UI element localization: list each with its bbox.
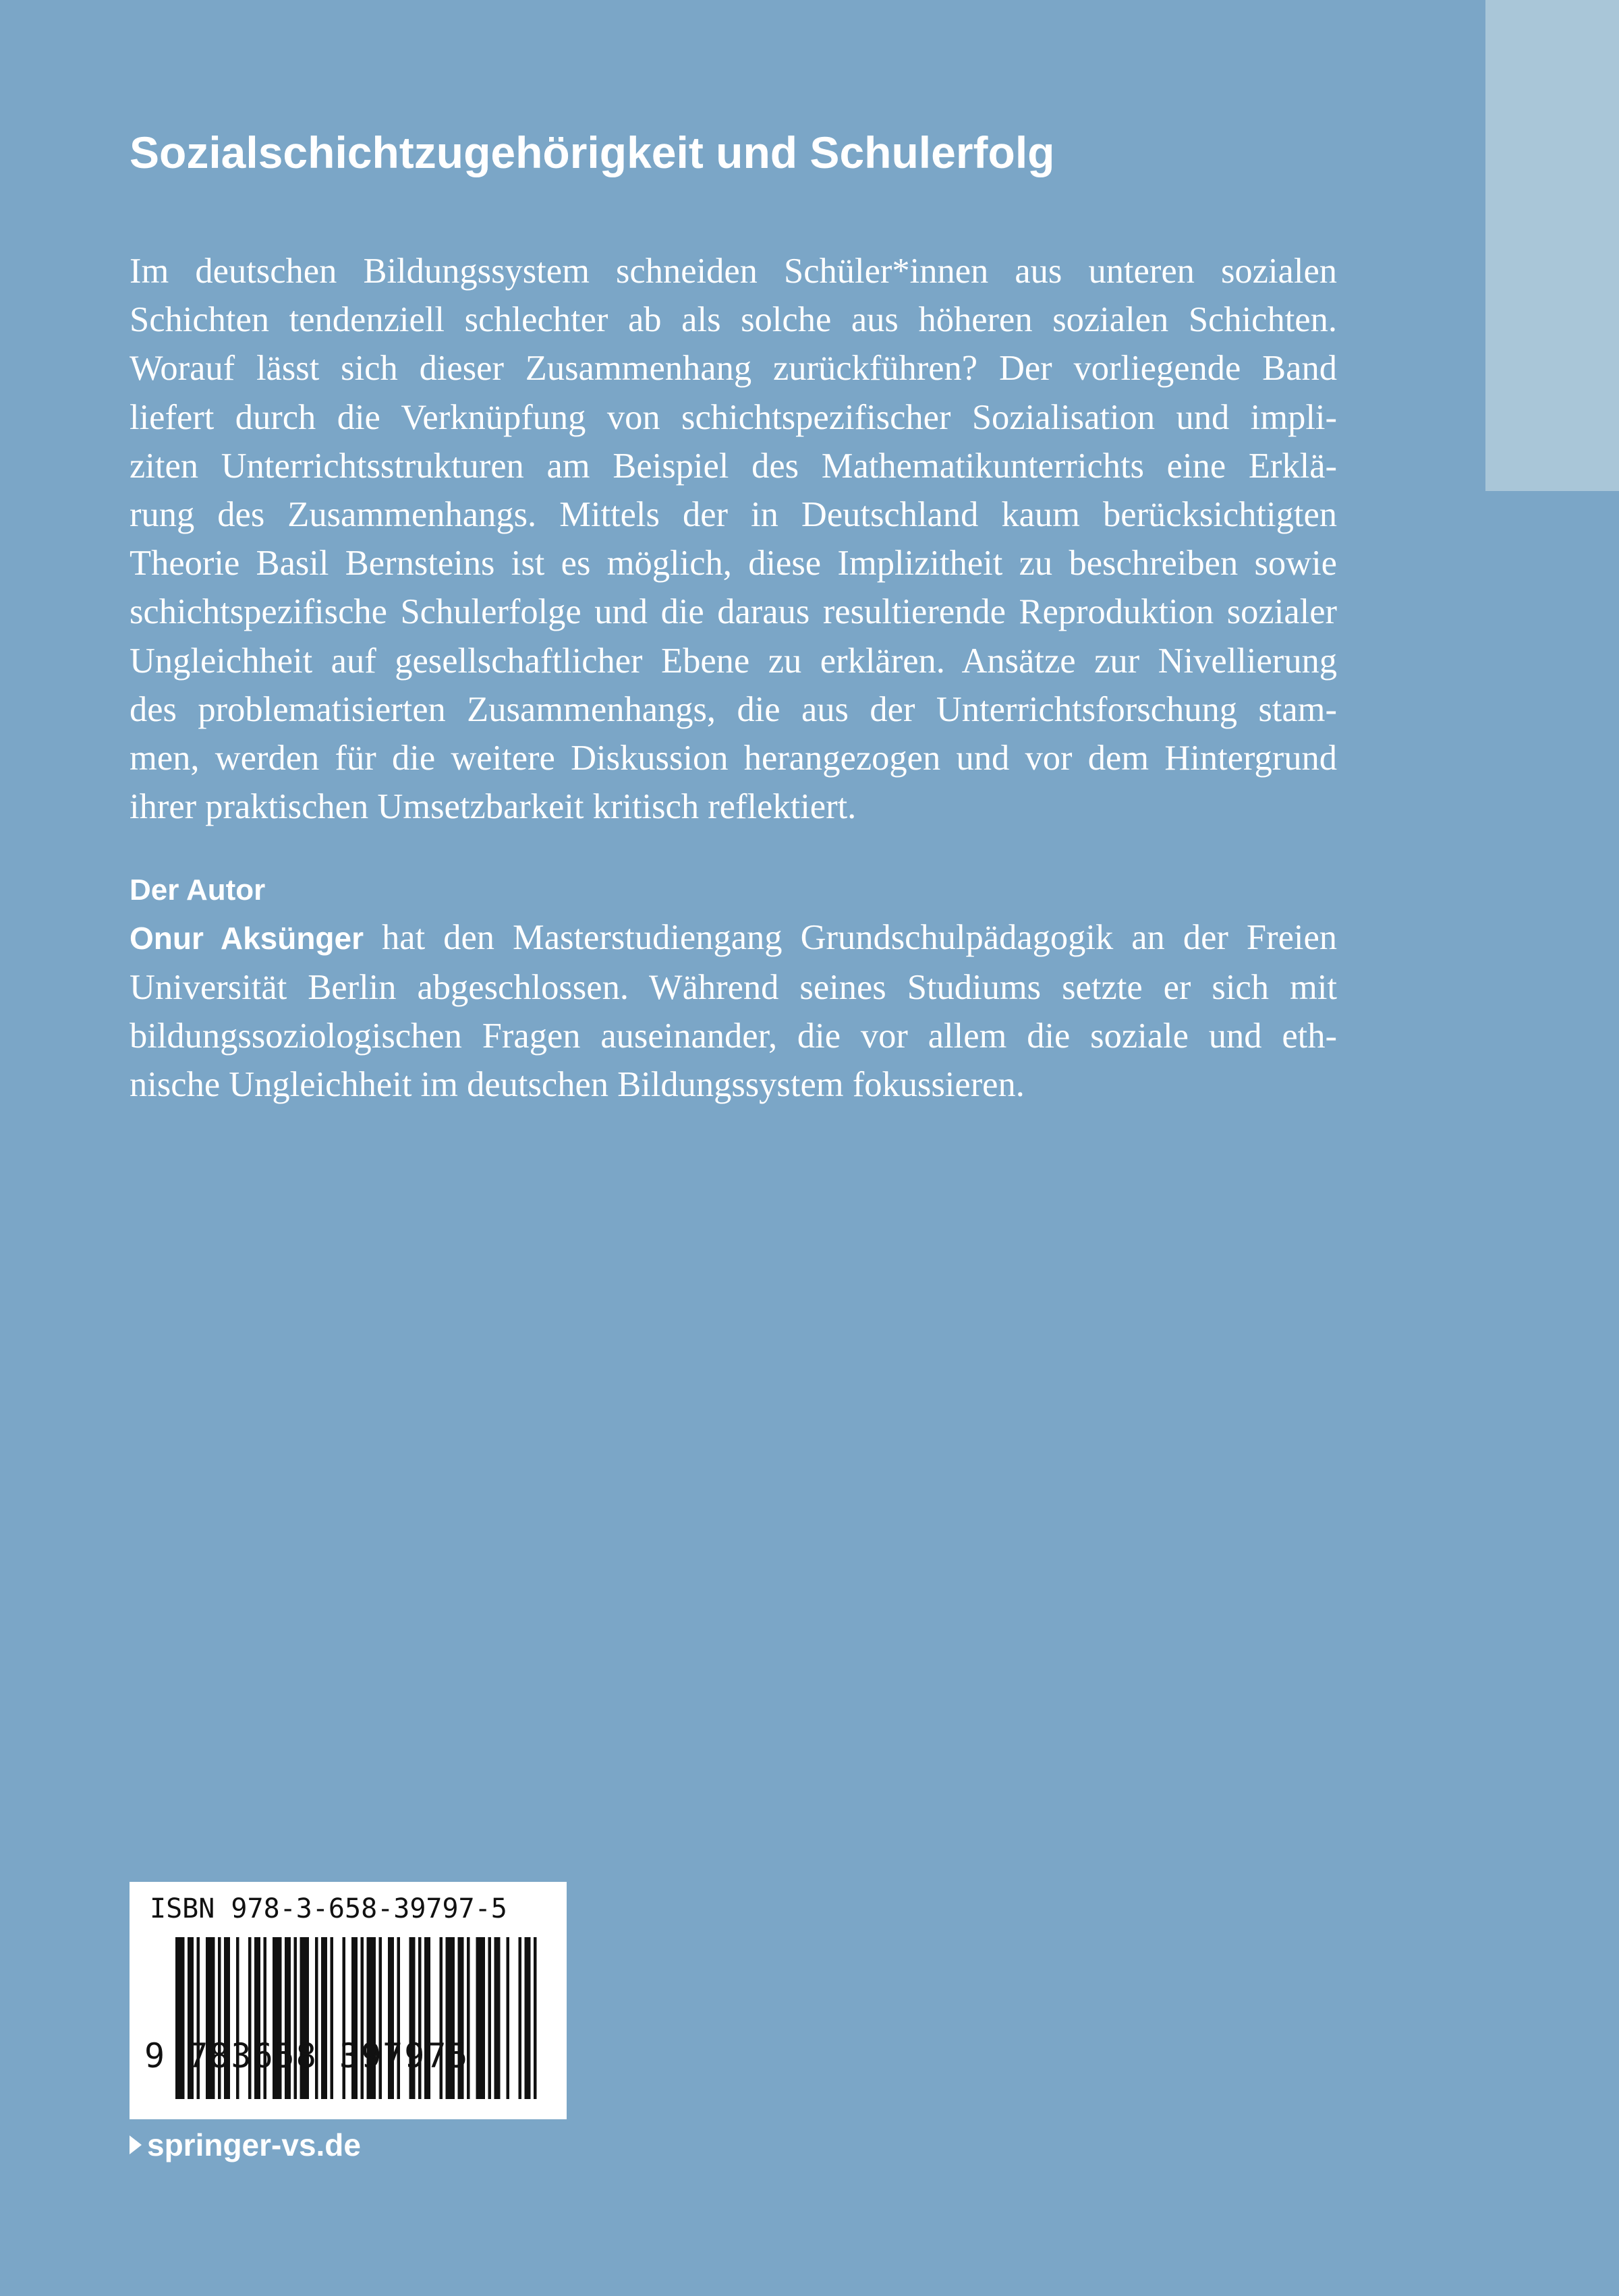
arrow-right-icon — [130, 2135, 142, 2154]
description-line: des problematisierten Zusammenhangs, die aus der Unterrichtsforschung stam- — [130, 689, 1337, 729]
description-line: Im deutschen Bildungssystem schneiden Schüler*innen aus unteren sozialen — [130, 252, 1337, 291]
isbn-label: ISBN 978-3-658-39797-5 — [150, 1893, 507, 1924]
description-line: Theorie Basil Bernsteins ist es möglich, diese Implizitheit zu beschreiben sowie — [130, 544, 1337, 583]
description-line: Ungleichheit auf gesellschaftlicher Ebene zu erklären. Ansätze zur Nivellierung — [130, 641, 1337, 681]
author-bio-line: bildungssoziologischen Fragen auseinander, die vor allem die soziale und eth- — [130, 1016, 1337, 1056]
description-line: Worauf lässt sich dieser Zusammenhang zurückführen? Der vorliegende Band — [130, 349, 1337, 389]
description-line: rung des Zusammenhangs. Mittels der in Deutschland kaum berücksichtigten — [130, 495, 1337, 535]
author-bio-line — [130, 913, 1337, 963]
description-line: men, werden für die weitere Diskussion herangezogen und vor dem Hintergrund — [130, 739, 1337, 778]
book-description — [130, 247, 1337, 831]
description-line: liefert durch die Verknüpfung von schichtspezifischer Sozialisation und impli- — [130, 397, 1337, 437]
author-name: Onur Aksünger — [130, 921, 364, 956]
description-line: ziten Unterrichtsstrukturen am Beispiel des Mathematikunterrichts eine Erklä- — [130, 446, 1337, 486]
publisher-link[interactable] — [130, 2125, 361, 2165]
cover-edge-strip — [1485, 0, 1619, 491]
barcode-digits: 9 783658 397975 — [144, 2036, 470, 2075]
isbn-barcode — [130, 1882, 567, 2119]
description-line: Schichten tendenziell schlechter ab als solche aus höheren sozialen Schichten. — [130, 300, 1337, 340]
publisher-url[interactable]: springer-vs.de — [147, 2127, 361, 2162]
author-bio — [130, 913, 1337, 1109]
author-bio-line: Universität Berlin abgeschlossen. Während seines Studiums setzte er sich mit — [130, 967, 1337, 1007]
author-bio-line: nische Ungleichheit im deutschen Bildungssystem fokussieren. — [130, 1065, 1025, 1105]
book-title: Sozialschichtzugehörigkeit und Schulerfolg — [130, 127, 1055, 177]
back-cover-content — [130, 121, 1337, 1109]
author-bio-first-line: hat den Masterstudiengang Grundschulpädagogik an der Freien — [364, 918, 1338, 958]
author-heading: Der Autor — [130, 873, 266, 907]
description-line: schichtspezifische Schulerfolge und die daraus resultierende Reproduktion sozialer — [130, 592, 1337, 632]
description-line: ihrer praktischen Umsetzbarkeit kritisch reflektiert. — [130, 787, 857, 827]
